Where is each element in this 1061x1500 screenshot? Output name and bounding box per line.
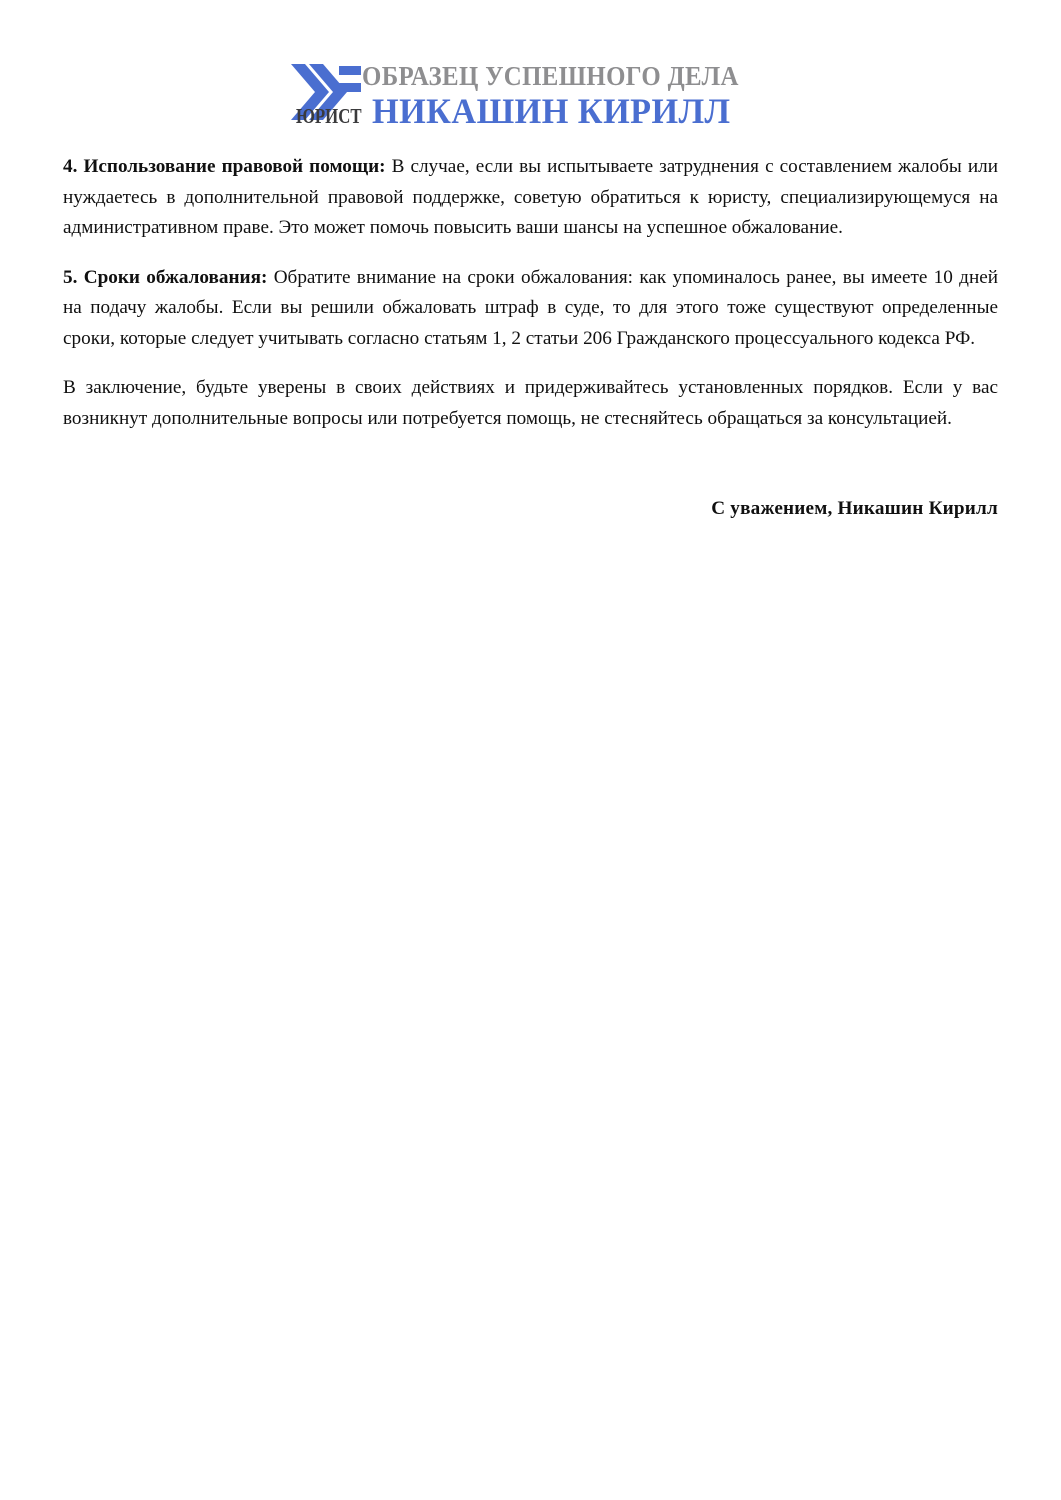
company-logo (289, 58, 772, 140)
paragraph-conclusion (63, 373, 998, 434)
paragraph-appeal-deadlines-body: Обратите внимание на сроки обжалования: как упоминалось ранее, вы имеете 10 дней на подачу жалобы. Если вы решили обжаловать штраф в суде, то для этого тоже существуют определенные сроки, которые следует учитывать согласно статьям 1, 2 статьи 206 Гражданского процессуального кодекса РФ. (63, 266, 998, 349)
logo-text-block (296, 58, 772, 140)
paragraph-conclusion-body: В заключение, будьте уверены в своих действиях и придерживайтесь установленных порядков. Если у вас возникнут дополнительные вопросы или потребуется помощь, не стесняйтесь обращаться за консультацией. (63, 377, 998, 429)
signature-line: С уважением, Никашин Кирилл (711, 498, 998, 519)
paragraph-appeal-deadlines-lead: 5. Сроки обжалования: (63, 266, 268, 288)
logo-lawyer-name: НИКАШИН КИРИЛЛ (372, 91, 731, 131)
document-header (0, 0, 1061, 140)
document-body (63, 152, 998, 434)
logo-jurist-label: ЮРИСТ (296, 104, 362, 128)
paragraph-appeal-deadlines (63, 263, 998, 355)
paragraph-legal-help-body: В случае, если вы испытываете затруднения с составлением жалобы или нуждаетесь в дополнительной правовой поддержке, советую обратиться к юристу, специализирующемуся на административном праве. Это может помочь повысить ваши шансы на успешное обжалование. (63, 156, 999, 238)
paragraph-legal-help (63, 152, 998, 244)
paragraph-legal-help-lead: 4. Использование правовой помощи: (63, 156, 386, 177)
logo-name-row (296, 91, 772, 133)
logo-tagline: ОБРАЗЕЦ УСПЕШНОГО ДЕЛА (362, 61, 740, 91)
